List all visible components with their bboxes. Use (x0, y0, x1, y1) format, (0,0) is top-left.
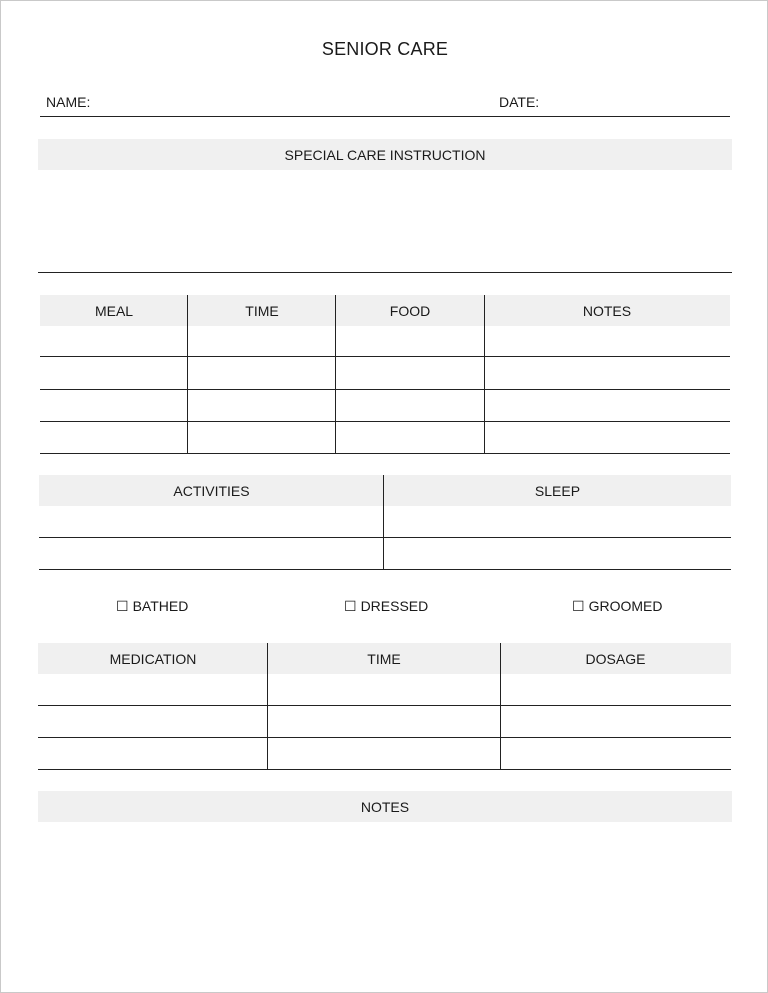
meal-table-row[interactable] (40, 391, 730, 420)
medication-table-row[interactable] (38, 739, 731, 768)
meal-table-row[interactable] (40, 327, 730, 356)
meal-header: MEAL (94, 302, 134, 319)
name-field[interactable] (96, 89, 491, 115)
notes-area[interactable] (38, 823, 732, 973)
checkbox-icon: ☐ (344, 598, 357, 614)
medication-row-line (38, 769, 731, 770)
meal-row-line (40, 453, 730, 454)
groomed-label: GROOMED (588, 598, 663, 614)
checkbox-icon: ☐ (572, 598, 585, 614)
bathed-checkbox[interactable] (116, 598, 188, 614)
form-title: SENIOR CARE (321, 39, 449, 59)
activities-header: ACTIVITIES (173, 482, 250, 499)
meal-table-row[interactable] (40, 358, 730, 388)
meal-notes-header: NOTES (582, 302, 632, 319)
activities-table-row[interactable] (39, 507, 731, 536)
special-care-underline (38, 272, 732, 273)
activities-row-line (39, 537, 731, 538)
meal-row-line (40, 356, 730, 357)
name-label: NAME: (46, 94, 91, 110)
meal-row-line (40, 389, 730, 390)
medication-time-header: TIME (367, 650, 401, 667)
notes-header: NOTES (38, 791, 732, 822)
food-header: FOOD (389, 302, 431, 319)
special-care-area[interactable] (38, 171, 732, 271)
medication-table-row[interactable] (38, 675, 731, 704)
medication-row-line (38, 705, 731, 706)
medication-row-line (38, 737, 731, 738)
special-care-header: SPECIAL CARE INSTRUCTION (38, 139, 732, 170)
dosage-header: DOSAGE (585, 650, 646, 667)
date-field[interactable] (541, 89, 729, 115)
activities-table-row[interactable] (39, 539, 731, 568)
dressed-checkbox[interactable] (344, 598, 428, 614)
meal-table-row[interactable] (40, 423, 730, 452)
activities-row-line (39, 569, 731, 570)
dressed-label: DRESSED (360, 598, 429, 614)
meal-time-header: TIME (245, 302, 279, 319)
medication-table-row[interactable] (38, 707, 731, 736)
groomed-checkbox[interactable] (572, 598, 662, 614)
bathed-label: BATHED (132, 598, 189, 614)
meal-row-line (40, 421, 730, 422)
name-date-underline (40, 116, 730, 117)
date-label: DATE: (499, 94, 540, 110)
sleep-header: SLEEP (534, 482, 581, 499)
checkbox-icon: ☐ (116, 598, 129, 614)
medication-header: MEDICATION (109, 650, 197, 667)
